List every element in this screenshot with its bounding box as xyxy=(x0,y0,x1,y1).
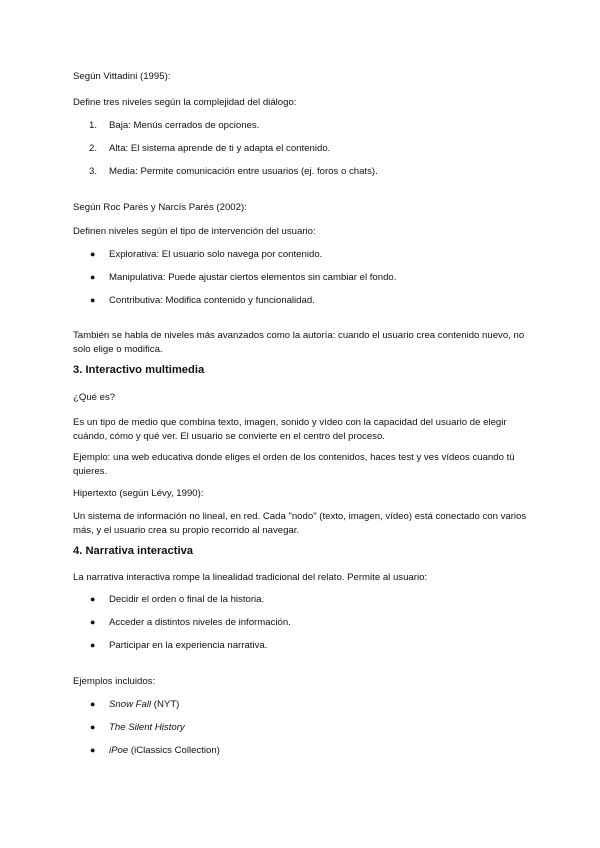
numbered-item: Baja: Menús cerrados de opciones. xyxy=(109,120,260,131)
bullet-icon: ● xyxy=(90,295,96,305)
roc-intro: Definen niveles según el tipo de intervención del usuario: xyxy=(73,226,316,237)
section-title: 3. Interactivo multimedia xyxy=(73,364,205,376)
bullet-icon: ● xyxy=(90,617,96,627)
bullet-item: Contributiva: Modifica contenido y funcionalidad. xyxy=(109,295,315,306)
bullet-icon: ● xyxy=(90,699,96,709)
bullet-item: Acceder a distintos niveles de información. xyxy=(109,617,291,628)
roc-heading: Según Roc Parés y Narcís Parés (2002): xyxy=(73,202,247,213)
example-item xyxy=(109,745,220,756)
bullet-icon: ● xyxy=(90,640,96,650)
bullet-icon: ● xyxy=(90,745,96,755)
numbered-marker: 2. xyxy=(89,143,98,154)
example-title: iPoe xyxy=(109,745,129,756)
numbered-marker: 3. xyxy=(89,166,98,177)
example-suffix: (iClassics Collection) xyxy=(128,745,220,756)
example-title: Snow Fall xyxy=(109,699,152,710)
bullet-icon: ● xyxy=(90,272,96,282)
vittadini-intro: Define tres niveles según la complejidad del diálogo: xyxy=(73,97,297,108)
example-item xyxy=(109,722,185,733)
hypertext-paragraph: Un sistema de información no lineal, en red. Cada "nodo" (texto, imagen, vídeo) está conectado con varios más, y el usuario crea su propio recorrido al navegar. xyxy=(73,511,527,536)
bullet-icon: ● xyxy=(90,722,96,732)
bullet-icon: ● xyxy=(90,249,96,259)
roc-note: También se habla de niveles más avanzados como la autoría: cuando el usuario crea contenido nuevo, no solo elige o modifica. xyxy=(73,330,525,355)
hypertext-heading: Hipertexto (según Lévy, 1990): xyxy=(73,488,204,499)
example-title: The Silent History xyxy=(109,722,185,733)
example-item xyxy=(109,699,179,710)
numbered-marker: 1. xyxy=(89,120,98,131)
bullet-item: Decidir el orden o final de la historia. xyxy=(109,594,265,605)
example-suffix: (NYT) xyxy=(151,699,180,710)
section4-intro: La narrativa interactiva rompe la linealidad tradicional del relato. Permite al usuario: xyxy=(73,572,428,583)
bullet-icon: ● xyxy=(90,594,96,604)
bullet-item: Manipulativa: Puede ajustar ciertos elementos sin cambiar el fondo. xyxy=(109,272,397,283)
section-title: 4. Narrativa interactiva xyxy=(73,545,194,557)
vittadini-heading: Según Vittadini (1995): xyxy=(73,71,171,82)
bullet-item: Participar en la experiencia narrativa. xyxy=(109,640,268,651)
example-paragraph: Ejemplo: una web educativa donde eliges el orden de los contenidos, haces test y ves vídeos cuando tú quieres. xyxy=(73,452,515,477)
numbered-item: Alta: El sistema aprende de ti y adapta el contenido. xyxy=(109,143,331,154)
numbered-item: Media: Permite comunicación entre usuarios (ej. foros o chats). xyxy=(109,166,378,177)
examples-heading: Ejemplos incluidos: xyxy=(73,676,156,687)
bullet-item: Explorativa: El usuario solo navega por contenido. xyxy=(109,249,323,260)
question-label: ¿Qué es? xyxy=(73,392,116,403)
definition-paragraph: Es un tipo de medio que combina texto, imagen, sonido y vídeo con la capacidad del usuario de elegir cuándo, cómo y qué ver. El usuario se convierte en el centro del proceso. xyxy=(73,417,507,442)
